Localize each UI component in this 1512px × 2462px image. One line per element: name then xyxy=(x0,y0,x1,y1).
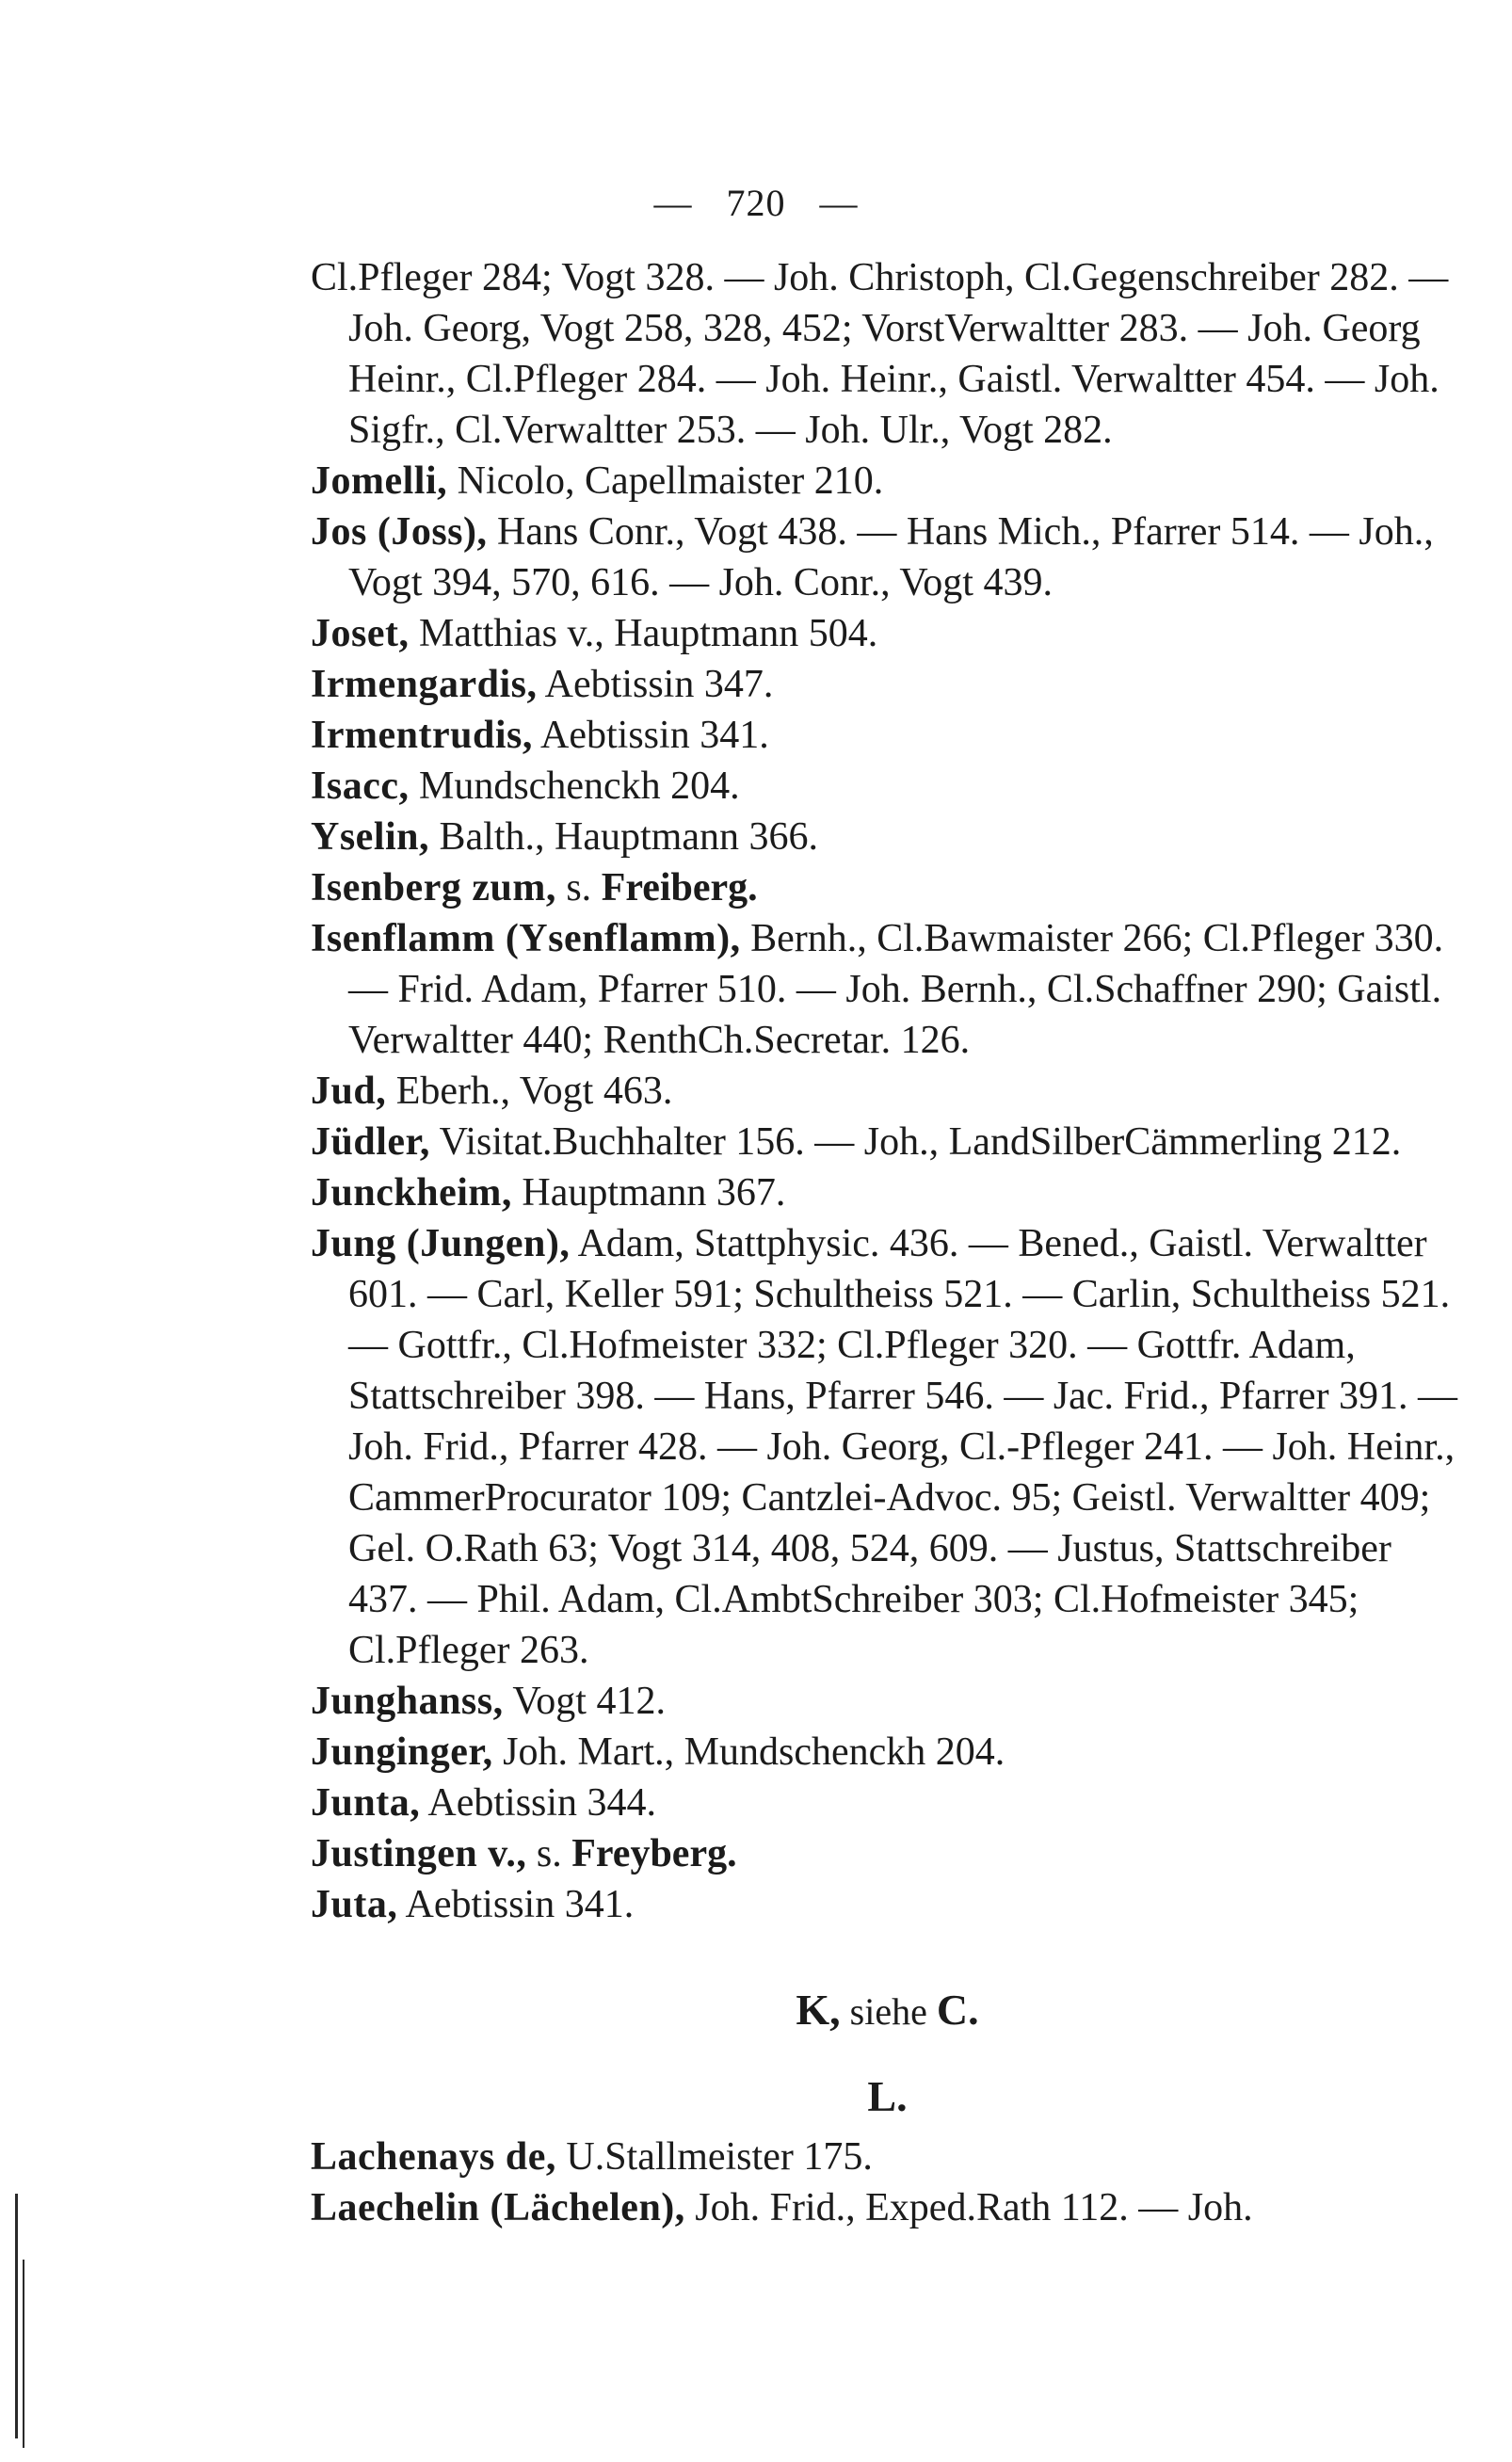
entry-text: Balth., Hauptmann 366. xyxy=(429,815,818,859)
entry-head: Lachenays de, xyxy=(311,2135,556,2179)
entry-head: Yselin, xyxy=(311,815,430,859)
index-entry xyxy=(311,862,1464,913)
entry-head: Jung (Jungen), xyxy=(311,1222,571,1265)
page-number-dash-right: — xyxy=(819,182,859,224)
index-entry xyxy=(311,507,1464,608)
page-number-value: 720 xyxy=(726,182,786,224)
entry-head: Jos (Joss), xyxy=(311,510,488,554)
index-entry xyxy=(311,659,1464,710)
entry-head: Jüdler, xyxy=(311,1120,430,1164)
scan-edge-mark xyxy=(15,2194,18,2438)
entry-text: Adam, Stattphysic. 436. — Bened., Gaistl. Verwaltter 601. — Carl, Keller 591; Schultheiss 521. — Carlin, Schultheiss 521. — Gottfr., Cl.Hofmeister 332; Cl.Pfleger 320. — Gottfr. Adam, Stattschreiber 398. — Hans, Pfarrer 546. — Jac. Frid., Pfarrer 391. — Joh. Frid., Pfarrer 428. — Joh. Georg, Cl.-Pfleger 241. — Joh. Heinr., CammerProcurator 109; Cantzlei-Advoc. 95; Geistl. Verwaltter 409; Gel. O.Rath 63; Vogt 314, 408, 524, 609. — Justus, Stattschreiber 437. — Phil. Adam, Cl.AmbtSchreiber 303; Cl.Hofmeister 345; Cl.Pfleger 263. xyxy=(348,1222,1458,1672)
index-entry xyxy=(311,761,1464,812)
index-entry xyxy=(311,2182,1464,2233)
index-entry xyxy=(311,456,1464,507)
index-entry xyxy=(311,1778,1464,1828)
index-entry xyxy=(311,252,1464,456)
entry-text: U.Stallmeister 175. xyxy=(555,2135,873,2179)
section-l-letter: L. xyxy=(867,2072,908,2120)
scan-edge-mark xyxy=(23,2260,24,2448)
entry-text: s. xyxy=(555,866,602,909)
entry-head: Isenberg zum, xyxy=(311,866,556,909)
index-list xyxy=(311,252,1464,2233)
index-entry xyxy=(311,1828,1464,1879)
entry-head: Junta, xyxy=(311,1781,421,1825)
index-entry xyxy=(311,1167,1464,1218)
index-entry xyxy=(311,812,1464,862)
section-heading-k xyxy=(311,1985,1464,2037)
entry-head: Junghanss, xyxy=(311,1680,504,1723)
entry-head: Irmengardis, xyxy=(311,663,538,706)
entry-text: Matthias v., Hauptmann 504. xyxy=(409,612,878,655)
index-entry xyxy=(311,1727,1464,1778)
entry-head: Irmentrudis, xyxy=(311,714,533,757)
index-entry xyxy=(311,608,1464,659)
entry-text: Cl.Pfleger 284; Vogt 328. — Joh. Christoph, Cl.Gegenschreiber 282. — Joh. Georg, Vogt 258, 328, 452; VorstVerwaltter 283. — Joh. Georg Heinr., Cl.Pfleger 284. — Joh. Heinr., Gaistl. Verwaltter 454. — Joh. Sigfr., Cl.Verwaltter 253. — Joh. Ulr., Vogt 282. xyxy=(311,256,1449,452)
index-entry xyxy=(311,710,1464,761)
entry-head: Isenflamm (Ysenflamm), xyxy=(311,917,741,960)
index-entry xyxy=(311,1117,1464,1167)
entry-cross-reference: Freiberg. xyxy=(601,866,758,909)
entry-head: Jud, xyxy=(311,1070,387,1113)
entry-cross-reference: Freyberg. xyxy=(571,1832,737,1875)
entry-text: Hauptmann 367. xyxy=(511,1171,786,1215)
index-entry xyxy=(311,913,1464,1066)
entry-head: Jomelli, xyxy=(311,459,448,503)
page-number xyxy=(0,181,1512,225)
entry-text: Mundschenckh 204. xyxy=(409,764,740,808)
entry-text: s. xyxy=(526,1832,572,1875)
entry-head: Junckheim, xyxy=(311,1171,512,1215)
index-entry xyxy=(311,1066,1464,1117)
page-number-dash-left: — xyxy=(653,182,693,224)
index-entry xyxy=(311,1218,1464,1676)
section-k-letter: K, xyxy=(796,1986,841,2034)
entry-head: Justingen v., xyxy=(311,1832,527,1875)
entry-text: Aebtissin 341. xyxy=(397,1883,635,1926)
index-entry xyxy=(311,1879,1464,1930)
entry-text: Aebtissin 347. xyxy=(537,663,774,706)
entry-text: Bernh., Cl.Bawmaister 266; Cl.Pfleger 330. — Frid. Adam, Pfarrer 510. — Joh. Bernh., Cl.Schaffner 290; Gaistl. Verwaltter 440; RenthCh.Secretar. 126. xyxy=(348,917,1444,1062)
entry-text: Vogt 412. xyxy=(503,1680,666,1723)
index-entry xyxy=(311,1676,1464,1727)
entry-text: Aebtissin 344. xyxy=(420,1781,657,1825)
entry-text: Hans Conr., Vogt 438. — Hans Mich., Pfarrer 514. — Joh., Vogt 394, 570, 616. — Joh. Conr., Vogt 439. xyxy=(348,510,1434,604)
section-k-see: siehe xyxy=(840,1990,937,2033)
entry-text: Aebtissin 341. xyxy=(532,714,769,757)
section-k-target: C. xyxy=(936,1986,979,2034)
entry-text: Nicolo, Capellmaister 210. xyxy=(447,459,884,503)
entry-head: Junginger, xyxy=(311,1730,493,1774)
entry-head: Juta, xyxy=(311,1883,398,1926)
entry-text: Joh. Mart., Mundschenckh 204. xyxy=(492,1730,1005,1774)
entry-text: Eberh., Vogt 463. xyxy=(386,1070,673,1113)
entry-head: Isacc, xyxy=(311,764,410,808)
entry-text: Visitat.Buchhalter 156. — Joh., LandSilberCämmerling 212. xyxy=(429,1120,1402,1164)
entry-head: Laechelin (Lächelen), xyxy=(311,2186,685,2229)
entry-text: Joh. Frid., Exped.Rath 112. — Joh. xyxy=(684,2186,1253,2229)
entry-head: Joset, xyxy=(311,612,410,655)
index-entry xyxy=(311,2132,1464,2182)
section-heading-l xyxy=(311,2071,1464,2122)
